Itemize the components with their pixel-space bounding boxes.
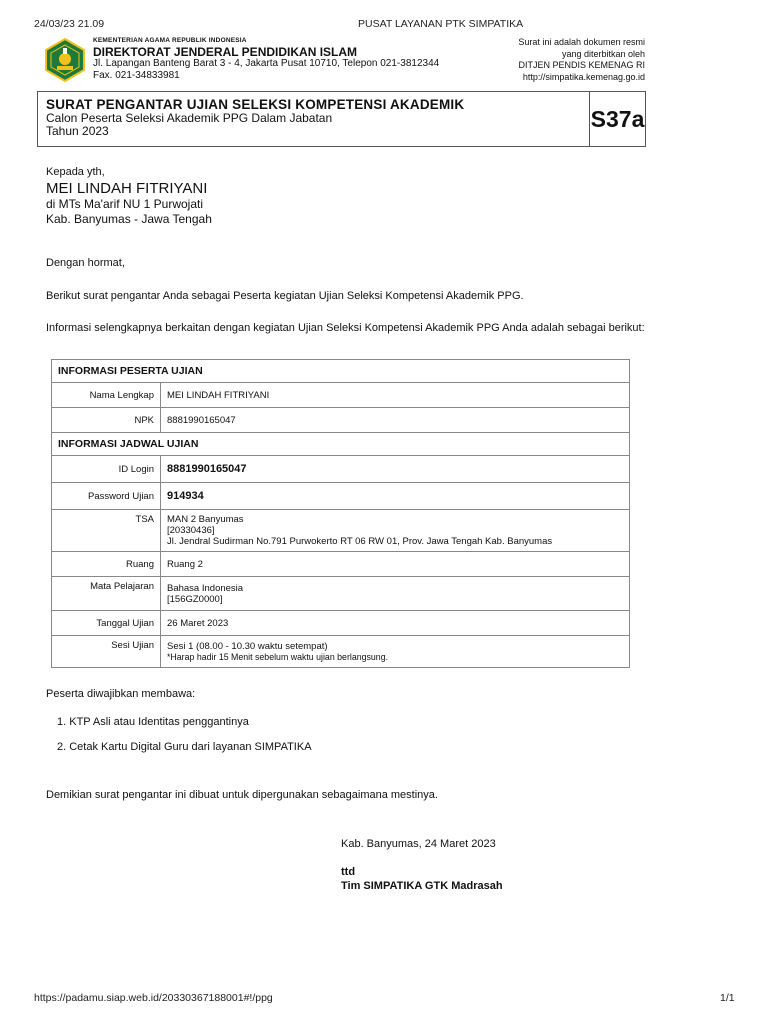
table-row	[52, 552, 630, 577]
section-schedule: INFORMASI JADWAL UJIAN	[52, 433, 630, 456]
field-value-login: 8881990165047	[161, 456, 630, 483]
field-label: Sesi Ujian	[52, 636, 161, 668]
field-value-tsa	[161, 510, 630, 552]
field-value-session	[161, 636, 630, 668]
fax-line: Fax. 021-34833981	[93, 70, 180, 81]
info-paragraph: Informasi selengkapnya berkaitan dengan kegiatan Ujian Seleksi Kompetensi Akademik PPG Anda adalah sebagai berikut:	[46, 322, 645, 334]
greeting: Dengan hormat,	[46, 257, 125, 269]
official-note-url: http://simpatika.kemenag.go.id	[522, 71, 645, 82]
field-label: Mata Pelajaran	[52, 577, 161, 611]
recipient-salutation: Kepada yth,	[46, 166, 105, 178]
recipient-name: MEI LINDAH FITRIYANI	[46, 180, 208, 197]
signature-ttd: ttd	[341, 866, 356, 878]
print-datetime: 24/03/23 21.09	[34, 18, 105, 30]
field-value-subject	[161, 577, 630, 611]
table-row	[52, 577, 630, 611]
requirement-item: 2. Cetak Kartu Digital Guru dari layanan SIMPATIKA	[57, 741, 312, 753]
document-code: S37a	[589, 92, 645, 146]
field-label: Ruang	[52, 552, 161, 577]
field-label: Password Ujian	[52, 483, 161, 510]
address-line: Jl. Lapangan Banteng Barat 3 - 4, Jakarta Pusat 10710, Telepon 021-3812344	[93, 58, 440, 69]
ministry-name: KEMENTERIAN AGAMA REPUBLIK INDONESIA	[93, 37, 247, 44]
print-page-number: 1/1	[720, 992, 735, 1004]
signature-team: Tim SIMPATIKA GTK Madrasah	[341, 880, 503, 892]
letter-title: SURAT PENGANTAR UJIAN SELEKSI KOMPETENSI AKADEMIK	[46, 97, 465, 112]
table-row	[52, 408, 630, 433]
recipient-location	[46, 197, 212, 227]
table-section-row	[52, 360, 630, 383]
table-row	[52, 510, 630, 552]
table-row	[52, 636, 630, 668]
field-value-password: 914934	[161, 483, 630, 510]
subtitle-year: Tahun 2023	[46, 124, 109, 138]
table-row	[52, 383, 630, 408]
field-value-npk: 8881990165047	[161, 408, 630, 433]
recipient-school: di MTs Ma'arif NU 1 Purwojati	[46, 197, 203, 211]
table-section-row	[52, 433, 630, 456]
table-row	[52, 611, 630, 636]
exam-info-table	[51, 359, 630, 668]
requirements-intro: Peserta diwajibkan membawa:	[46, 688, 196, 700]
signature-place-date: Kab. Banyumas, 24 Maret 2023	[341, 838, 496, 850]
directorate-name: DIREKTORAT JENDERAL PENDIDIKAN ISLAM	[93, 45, 358, 59]
field-label: Tanggal Ujian	[52, 611, 161, 636]
print-url: https://padamu.siap.web.id/20330367188001#!/ppg	[34, 992, 273, 1004]
field-value-name: MEI LINDAH FITRIYANI	[161, 383, 630, 408]
subject-code: [156GZ0000]	[167, 593, 223, 605]
field-label: Nama Lengkap	[52, 383, 161, 408]
kemenag-logo	[43, 38, 87, 82]
letter-subtitle	[46, 112, 332, 138]
letterhead-address	[93, 58, 439, 82]
tsa-name: MAN 2 Banyumas	[167, 514, 244, 525]
official-note-line: DITJEN PENDIS KEMENAG RI	[518, 60, 645, 70]
official-note	[445, 37, 645, 83]
requirement-item: 1. KTP Asli atau Identitas penggantinya	[57, 716, 249, 728]
table-row	[52, 483, 630, 510]
official-note-line: Surat ini adalah dokumen resmi	[518, 37, 645, 47]
session-time: Sesi 1 (08.00 - 10.30 waktu setempat)	[167, 641, 328, 652]
session-note: *Harap hadir 15 Menit sebelum waktu ujian berlangsung.	[167, 652, 389, 662]
letter-title-box	[37, 91, 646, 147]
official-note-line: yang diterbitkan oleh	[561, 48, 645, 59]
tsa-code: [20330436]	[167, 525, 215, 536]
tsa-address: Jl. Jendral Sudirman No.791 Purwokerto RT 06 RW 01, Prov. Jawa Tengah Kab. Banyumas	[167, 536, 553, 547]
field-value-date: 26 Maret 2023	[161, 611, 630, 636]
intro-paragraph: Berikut surat pengantar Anda sebagai Peserta kegiatan Ujian Seleksi Kompetensi Akademik PPG.	[46, 290, 524, 302]
section-participant: INFORMASI PESERTA UJIAN	[52, 360, 630, 383]
closing-paragraph: Demikian surat pengantar ini dibuat untuk dipergunakan sebagaimana mestinya.	[46, 789, 438, 801]
table-row	[52, 456, 630, 483]
field-label: TSA	[52, 510, 161, 552]
subtitle-line: Calon Peserta Seleksi Akademik PPG Dalam Jabatan	[46, 111, 333, 125]
print-title: PUSAT LAYANAN PTK SIMPATIKA	[358, 18, 524, 30]
field-label: ID Login	[52, 456, 161, 483]
recipient-region: Kab. Banyumas - Jawa Tengah	[46, 212, 212, 226]
field-label: NPK	[52, 408, 161, 433]
subject-name: Bahasa Indonesia	[167, 582, 244, 594]
field-value-room: Ruang 2	[161, 552, 630, 577]
